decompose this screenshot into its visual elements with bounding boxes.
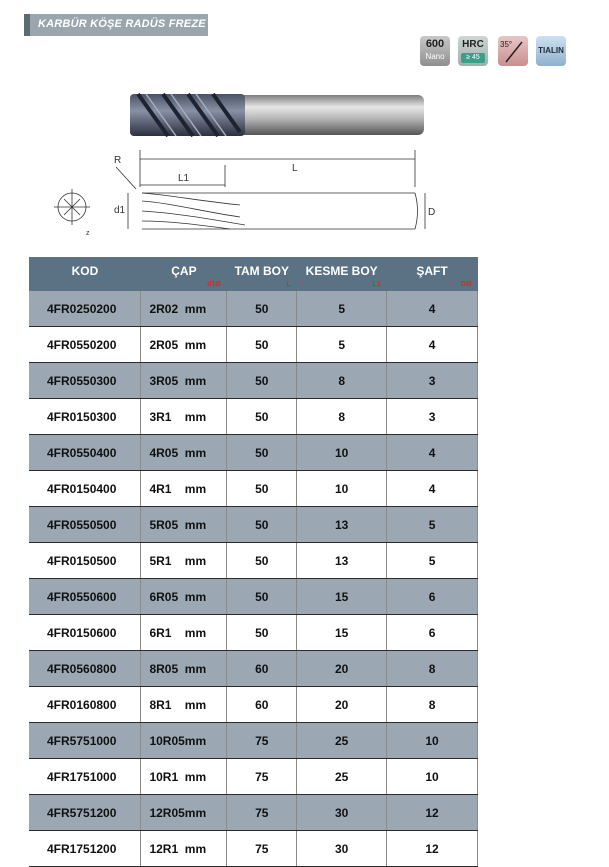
- cell-kesme-boy: 25: [297, 759, 387, 795]
- cell-cap: 12R1 mm: [141, 831, 227, 867]
- cell-kod: 4FR0160800: [29, 687, 141, 723]
- cell-tam-boy: 75: [227, 723, 297, 759]
- label-d1: d1: [114, 205, 126, 216]
- cell-kod: 4FR0250200: [29, 291, 141, 327]
- cell-kesme-boy: 10: [297, 435, 387, 471]
- cell-tam-boy: 50: [227, 579, 297, 615]
- cell-saft: 8: [387, 687, 478, 723]
- cell-saft: 3: [387, 399, 478, 435]
- table-row: [29, 327, 478, 363]
- cell-cap: 8R05 mm: [141, 651, 227, 687]
- table-body: [29, 291, 478, 867]
- cell-kesme-boy: 13: [297, 507, 387, 543]
- cell-kod: 4FR1751200: [29, 831, 141, 867]
- table-row: [29, 687, 478, 723]
- cell-tam-boy: 60: [227, 687, 297, 723]
- cell-tam-boy: 50: [227, 471, 297, 507]
- cell-kesme-boy: 20: [297, 651, 387, 687]
- header-kod: KOD: [29, 257, 141, 291]
- cell-tam-boy: 50: [227, 615, 297, 651]
- cell-saft: 4: [387, 327, 478, 363]
- helix-line-icon: [498, 36, 528, 66]
- table-row: [29, 759, 478, 795]
- label-z: z: [86, 230, 90, 237]
- table-row: [29, 399, 478, 435]
- cell-kod: 4FR0550200: [29, 327, 141, 363]
- cell-saft: 12: [387, 831, 478, 867]
- cell-kesme-boy: 10: [297, 471, 387, 507]
- table-row: [29, 435, 478, 471]
- cell-cap: 10R05mm: [141, 723, 227, 759]
- cell-kod: 4FR0150600: [29, 615, 141, 651]
- feature-badges: [420, 36, 570, 68]
- cell-cap: 2R05 mm: [141, 327, 227, 363]
- cell-tam-boy: 50: [227, 327, 297, 363]
- cell-tam-boy: 60: [227, 651, 297, 687]
- cell-kesme-boy: 13: [297, 543, 387, 579]
- cell-tam-boy: 50: [227, 291, 297, 327]
- table-row: [29, 651, 478, 687]
- cell-kesme-boy: 15: [297, 615, 387, 651]
- cell-saft: 4: [387, 291, 478, 327]
- table-header-row: [29, 257, 478, 291]
- label-r: R: [114, 155, 122, 166]
- cell-tam-boy: 50: [227, 435, 297, 471]
- cell-kesme-boy: 30: [297, 795, 387, 831]
- cell-saft: 12: [387, 795, 478, 831]
- end-mill-photo: [128, 90, 428, 140]
- table-row: [29, 471, 478, 507]
- table-row: [29, 507, 478, 543]
- cell-kod: 4FR0560800: [29, 651, 141, 687]
- cell-saft: 6: [387, 615, 478, 651]
- cell-cap: 5R1 mm: [141, 543, 227, 579]
- cell-cap: 6R1 mm: [141, 615, 227, 651]
- table-row: [29, 543, 478, 579]
- cell-cap: 3R1 mm: [141, 399, 227, 435]
- cell-kesme-boy: 8: [297, 399, 387, 435]
- cell-cap: 12R05mm: [141, 795, 227, 831]
- cell-cap: 6R05 mm: [141, 579, 227, 615]
- cell-kod: 4FR0150300: [29, 399, 141, 435]
- cell-saft: 10: [387, 759, 478, 795]
- tialin-coating-badge: TIALIN: [536, 36, 566, 66]
- cell-kod: 4FR5751000: [29, 723, 141, 759]
- table-row: [29, 831, 478, 867]
- cell-kod: 4FR1751000: [29, 759, 141, 795]
- cell-kod: 4FR0550600: [29, 579, 141, 615]
- technical-drawing: [50, 145, 450, 245]
- section-title-bar: [24, 14, 208, 36]
- cell-saft: 5: [387, 543, 478, 579]
- cell-cap: 8R1 mm: [141, 687, 227, 723]
- cell-kesme-boy: 25: [297, 723, 387, 759]
- cell-kesme-boy: 8: [297, 363, 387, 399]
- header-tam-boy: TAM BOY L: [227, 257, 297, 291]
- cell-kod: 4FR5751200: [29, 795, 141, 831]
- nano-coating-badge: 600 Nano: [420, 36, 450, 66]
- label-l1: L1: [178, 173, 190, 184]
- cell-kesme-boy: 5: [297, 327, 387, 363]
- cell-saft: 4: [387, 471, 478, 507]
- table-row: [29, 291, 478, 327]
- cell-kesme-boy: 15: [297, 579, 387, 615]
- cell-saft: 4: [387, 435, 478, 471]
- cell-kod: 4FR0150500: [29, 543, 141, 579]
- cell-tam-boy: 50: [227, 399, 297, 435]
- header-kesme-boy: KESME BOY L1: [297, 257, 387, 291]
- table-row: [29, 795, 478, 831]
- cell-tam-boy: 50: [227, 543, 297, 579]
- cell-saft: 5: [387, 507, 478, 543]
- cell-tam-boy: 50: [227, 363, 297, 399]
- cell-kod: 4FR0550400: [29, 435, 141, 471]
- cell-kesme-boy: 20: [297, 687, 387, 723]
- cell-cap: 3R05 mm: [141, 363, 227, 399]
- table-row: [29, 723, 478, 759]
- cell-kod: 4FR0150400: [29, 471, 141, 507]
- cell-saft: 10: [387, 723, 478, 759]
- header-saft: ŞAFT DØ: [387, 257, 478, 291]
- table-row: [29, 363, 478, 399]
- cell-saft: 3: [387, 363, 478, 399]
- table-row: [29, 615, 478, 651]
- cell-cap: 4R05 mm: [141, 435, 227, 471]
- label-l: L: [292, 163, 298, 174]
- cell-kesme-boy: 5: [297, 291, 387, 327]
- cell-kesme-boy: 30: [297, 831, 387, 867]
- header-cap: ÇAP d1Ø: [141, 257, 227, 291]
- cell-cap: 2R02 mm: [141, 291, 227, 327]
- cell-tam-boy: 75: [227, 831, 297, 867]
- cell-saft: 8: [387, 651, 478, 687]
- cell-cap: 4R1 mm: [141, 471, 227, 507]
- hrc-badge: HRC ≥ 45: [458, 36, 488, 66]
- section-title: KARBÜR KÖŞE RADÜS FREZE: [38, 18, 206, 30]
- label-d: D: [428, 207, 436, 218]
- helix-angle-badge: 35°: [498, 36, 528, 66]
- table-row: [29, 579, 478, 615]
- cell-kod: 4FR0550300: [29, 363, 141, 399]
- cell-tam-boy: 75: [227, 795, 297, 831]
- cell-cap: 10R1 mm: [141, 759, 227, 795]
- product-spec-table: [29, 257, 478, 867]
- cell-cap: 5R05 mm: [141, 507, 227, 543]
- cell-tam-boy: 75: [227, 759, 297, 795]
- cell-saft: 6: [387, 579, 478, 615]
- cell-kod: 4FR0550500: [29, 507, 141, 543]
- cell-tam-boy: 50: [227, 507, 297, 543]
